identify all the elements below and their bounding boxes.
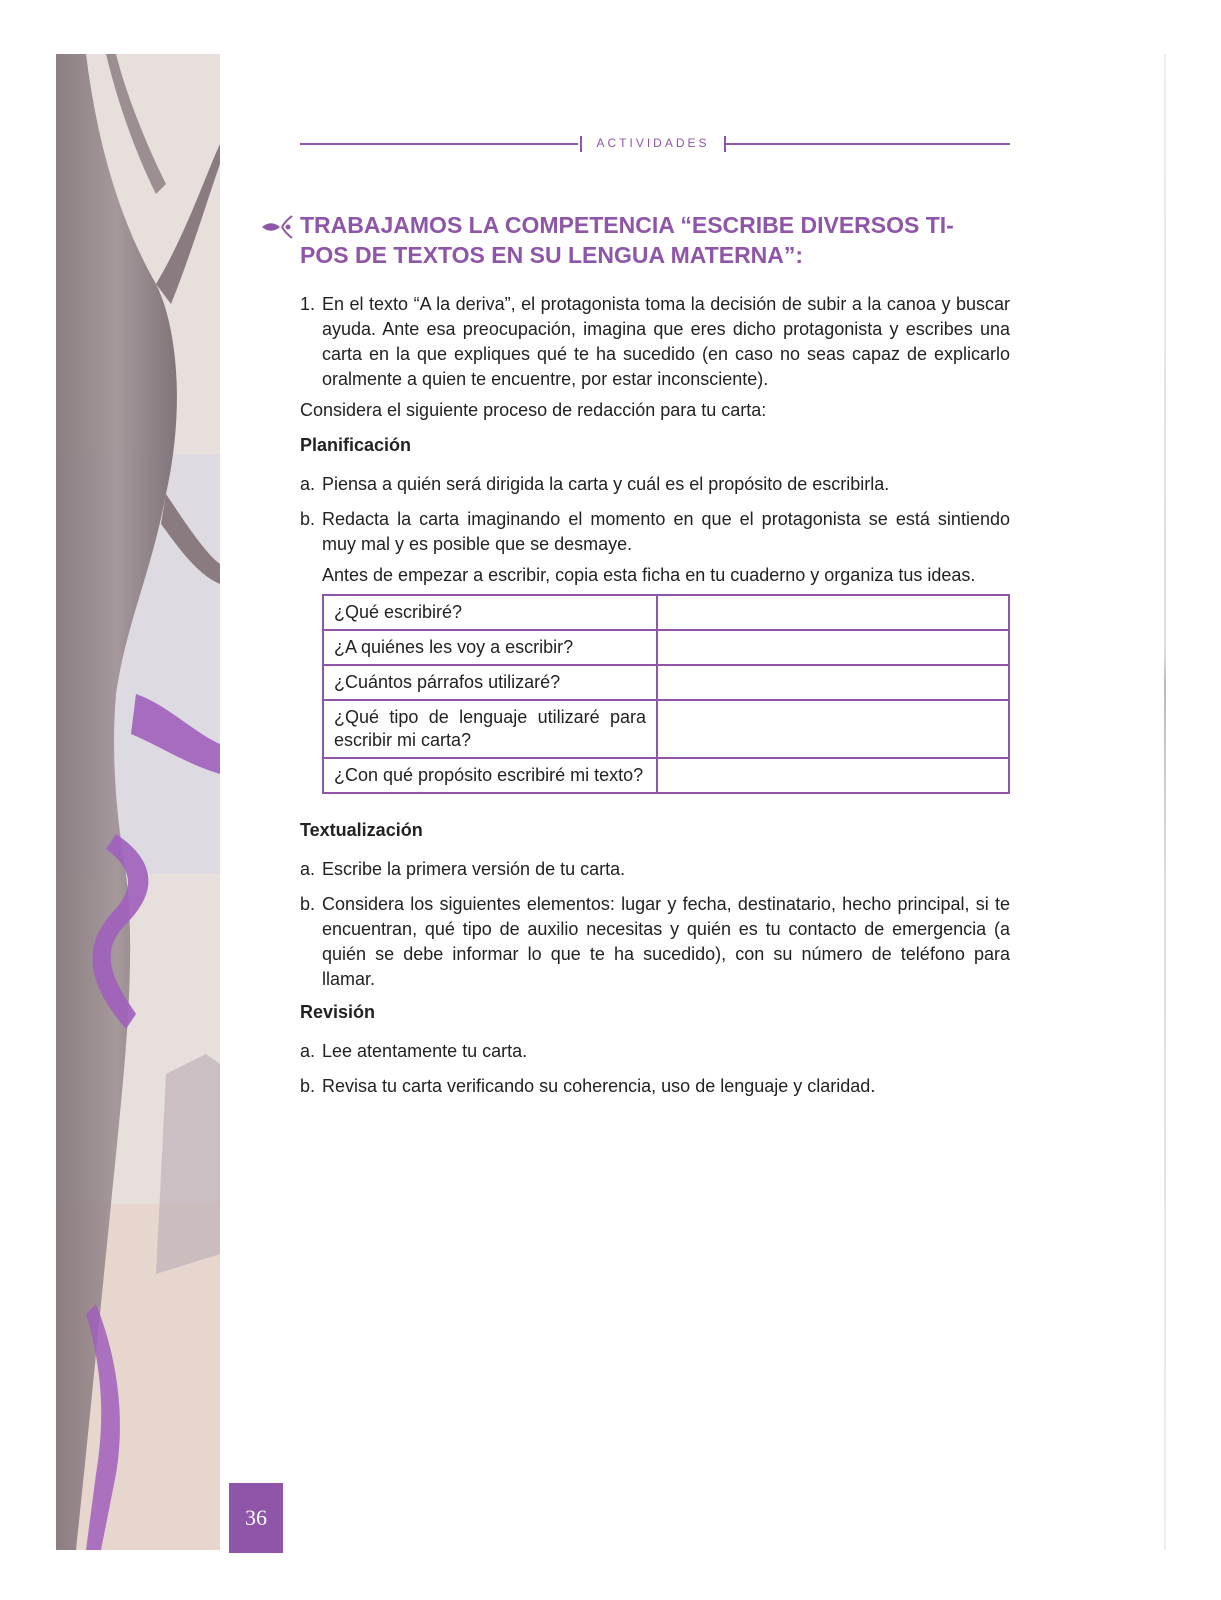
ornament-icon [260,212,294,247]
page-edge [1164,54,1166,1550]
table-answer-cell [657,700,1009,758]
item-text: Lee atentamente tu carta. [322,1041,528,1061]
question-1 [300,292,1010,392]
header-label: ACTIVIDADES [596,136,710,150]
table-row [323,758,1009,793]
table-row [323,630,1009,665]
header-tick-left [580,136,582,152]
table-answer-cell [657,630,1009,665]
process-intro: Considera el siguiente proceso de redacción para tu carta: [300,400,767,420]
activity-content [300,292,1010,1105]
page-number: 36 [229,1483,283,1553]
planificacion-heading: Planificación [300,435,412,455]
item-marker: b. [300,894,316,914]
title-line-1: TRABAJAMOS LA COMPETENCIA “ESCRIBE DIVERSOS TI- [300,212,954,238]
revision-item-b [300,1074,1010,1099]
side-illustration [56,54,220,1550]
section-header [300,134,1010,154]
table-row [323,665,1009,700]
item-marker: b. [300,1076,316,1096]
table-answer-cell [657,758,1009,793]
table-question-cell: ¿Cuántos párrafos utilizaré? [323,665,657,700]
table-row [323,700,1009,758]
revision-heading: Revisión [300,1002,376,1022]
table-answer-cell [657,595,1009,630]
item-text: Revisa tu carta verificando su coherencia, uso de lenguaje y claridad. [322,1076,876,1096]
table-question-cell: ¿Con qué propósito escribiré mi texto? [323,758,657,793]
item-marker: b. [300,509,316,529]
planificacion-item-a [300,472,1010,497]
revision-item-a [300,1039,1010,1064]
table-row [323,595,1009,630]
header-rule-right [726,143,1010,145]
note-text: Antes de empezar a escribir, copia esta ficha en tu cuaderno y organiza tus ideas. [322,565,976,585]
item-marker: a. [300,474,316,494]
item-marker: a. [300,1041,316,1061]
table-question-cell: ¿Qué escribiré? [323,595,657,630]
table-question-cell: ¿A quiénes les voy a escribir? [323,630,657,665]
page-title [300,210,1012,270]
item-text: Piensa a quién será dirigida la carta y cuál es el propósito de escribirla. [322,474,890,494]
table-answer-cell [657,665,1009,700]
table-question-cell: ¿Qué tipo de lenguaje utilizaré para escribir mi carta? [323,700,657,758]
planificacion-item-b [300,507,1010,557]
header-rule-left [300,143,578,145]
item-marker: a. [300,859,316,879]
question-number: 1. [300,294,316,314]
question-text: En el texto “A la deriva”, el protagonista toma la decisión de subir a la canoa y buscar ayuda. Ante esa preocupación, imagina que eres dicho protagonista y escribes una carta en la que expliques qué te ha sucedido (en caso no seas capaz de explicarlo oralmente a quien te encuentre, por estar inconsciente). [322,294,1010,389]
item-text: Escribe la primera versión de tu carta. [322,859,626,879]
item-text: Redacta la carta imaginando el momento en que el protagonista se está sintiendo muy mal y es posible que se desmaye. [322,509,1010,554]
textualizacion-item-b [300,892,1010,992]
item-text: Considera los siguientes elementos: lugar y fecha, destinatario, hecho principal, si te encuentran, qué tipo de auxilio necesitas y quién es tu contacto de emergencia (a quién se debe informar lo que te ha sucedido), con su número de teléfono para llamar. [322,894,1010,989]
planificacion-note [300,563,1010,588]
title-line-2: POS DE TEXTOS EN SU LENGUA MATERNA”: [300,242,804,268]
textualizacion-heading: Textualización [300,820,423,840]
textualizacion-item-a [300,857,1010,882]
planning-table [322,594,1010,794]
